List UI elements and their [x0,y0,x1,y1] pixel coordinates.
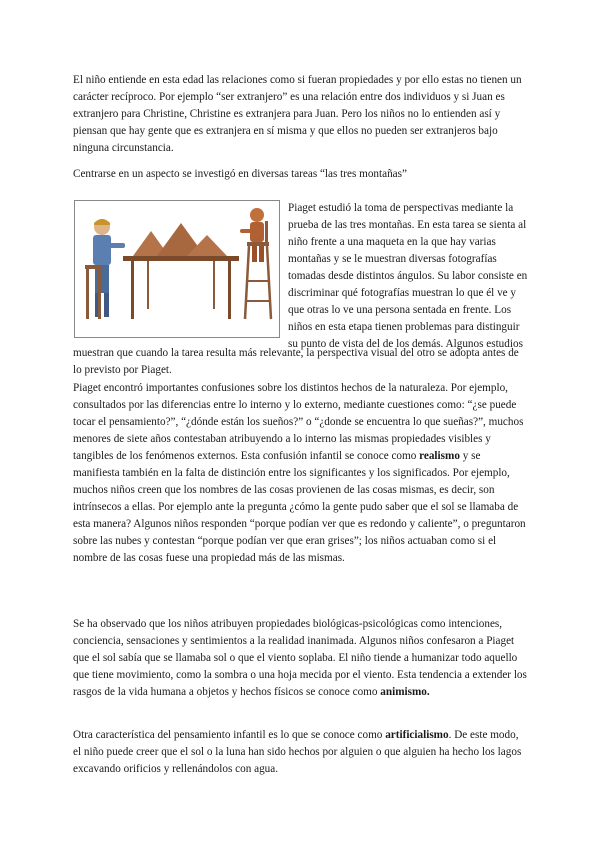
child-leg [259,246,264,262]
paragraph-animism [73,616,528,701]
artificialism-text-b: . De este modo, el niño puede creer que el sol o la luna han sido hechos por alguien o que alguien ha hecho los lagos excavando orificios y rellenándolos con agua. [73,729,522,775]
paragraph-three-mountains-continuation: muestran que cuando la tarea resulta más relevante, la perspectiva visual del otro se adopta antes de lo previsto por Piaget. [73,347,519,376]
child-chair-leg [267,246,271,319]
child-leg [252,246,257,262]
animism-term: animismo. [380,686,430,698]
animism-text-a: Se ha observado que los niños atribuyen propiedades biológicas-psicológicas como intenciones, conciencia, sensaciones y sentimientos a la realidad inanimada. Algunos niños confesaron a Piaget que el sol sabía que se llamaba sol o que el viento soplaba. El niño tiende a humanizar todo aquello que tiene movimiento, como la sombra o una hoja mecida por el viento. Esta tendencia a extender los rasgos de la vida humana a objetos y hechos físicos se conoce como [73,618,527,698]
three-mountains-illustration [74,200,280,338]
paragraph-artificialism [73,727,528,778]
adult-chair-leg [98,269,101,319]
adult-legs [95,265,109,293]
table-leg [131,261,134,319]
artificialism-term: artificialismo [385,729,449,741]
child-body [250,222,264,242]
paragraph-three-mountains-description: Piaget estudió la toma de perspectivas mediante la prueba de las tres montañas. En esta tarea se sienta al niño frente a una maqueta en la que hay varias montañas y se le muestran diversas fotografías tomadas desde distintos ángulos. Su labor consiste en discriminar qué fotografías muestran lo que él ve y que otras lo ve una persona sentada en frente. Los niños en esta etapa tienen problemas para distinguir su punto de vista del de los demás. Algunos estudios [288,202,528,350]
child-head [250,208,264,222]
child-arm [240,229,252,233]
adult-chair-leg [86,269,89,319]
realism-term: realismo [419,450,460,462]
three-mountains-task-illustration-icon [75,201,279,337]
paragraph-realism [73,380,528,567]
realism-text-a: Piaget encontró importantes confusiones sobre los distintos hechos de la naturaleza. Por ejemplo, consultados por las diferencias entre lo interno y lo externo, mediante cuestiones como: “¿se puede tocar el pensamiento?”, “¿dónde están los sueños?” o “¿donde se encuentra lo que sueñas?”, muchos menores de siete años contestaban atribuyendo a lo interno las mismas propiedades visibles y tangibles de los fenómenos externos. Esta confusión infantil se conoce como [73,382,524,462]
adult-chair-seat [85,265,101,269]
adult-arm [109,243,125,248]
child-chair-back [265,221,268,246]
table-leg [147,261,149,309]
paragraph-three-mountains-intro: Centrarse en un aspecto se investigó en diversas tareas “las tres montañas” [73,168,407,180]
table-leg [228,261,231,319]
artificialism-text-a: Otra característica del pensamiento infantil es lo que se conoce como [73,729,386,741]
adult-leg [104,293,109,317]
paragraph-relations: El niño entiende en esta edad las relaciones como si fueran propiedades y por ello estas no tienen un carácter recíproco. Por ejemplo “ser extranjero” es una relación entre dos individuos y si Juan es extranjero para Christine, Christine es extranjera para Juan. Pero los niños no lo entienden así y piensan que hay gente que es extranjera en sí misma y que ellos no pueden ser extranjeros bajo ninguna circunstancia. [73,74,522,154]
table-top [123,256,239,261]
adult-shirt [93,235,111,265]
child-chair-leg [245,246,249,319]
realism-text-b: y se manifiesta también en la falta de distinción entre los significantes y los significados. Por ejemplo, muchos niños creen que los nombres de las cosas provienen de las cosas mismas, es decir, son intrínsecos a ellas. Por ejemplo ante la pregunta ¿cómo la gente pudo saber que el sol se llamaba de esta manera? Algunos niños responden “porque podían ver que es redondo y caliente”, o preguntaron sobre las nubes y contestan “porque podían ver que eran grises”; los niños actuaban como si el nombre de las cosas fuese una propiedad más de las mismas. [73,450,526,564]
table-leg [213,261,215,309]
adult-hair [94,219,110,225]
